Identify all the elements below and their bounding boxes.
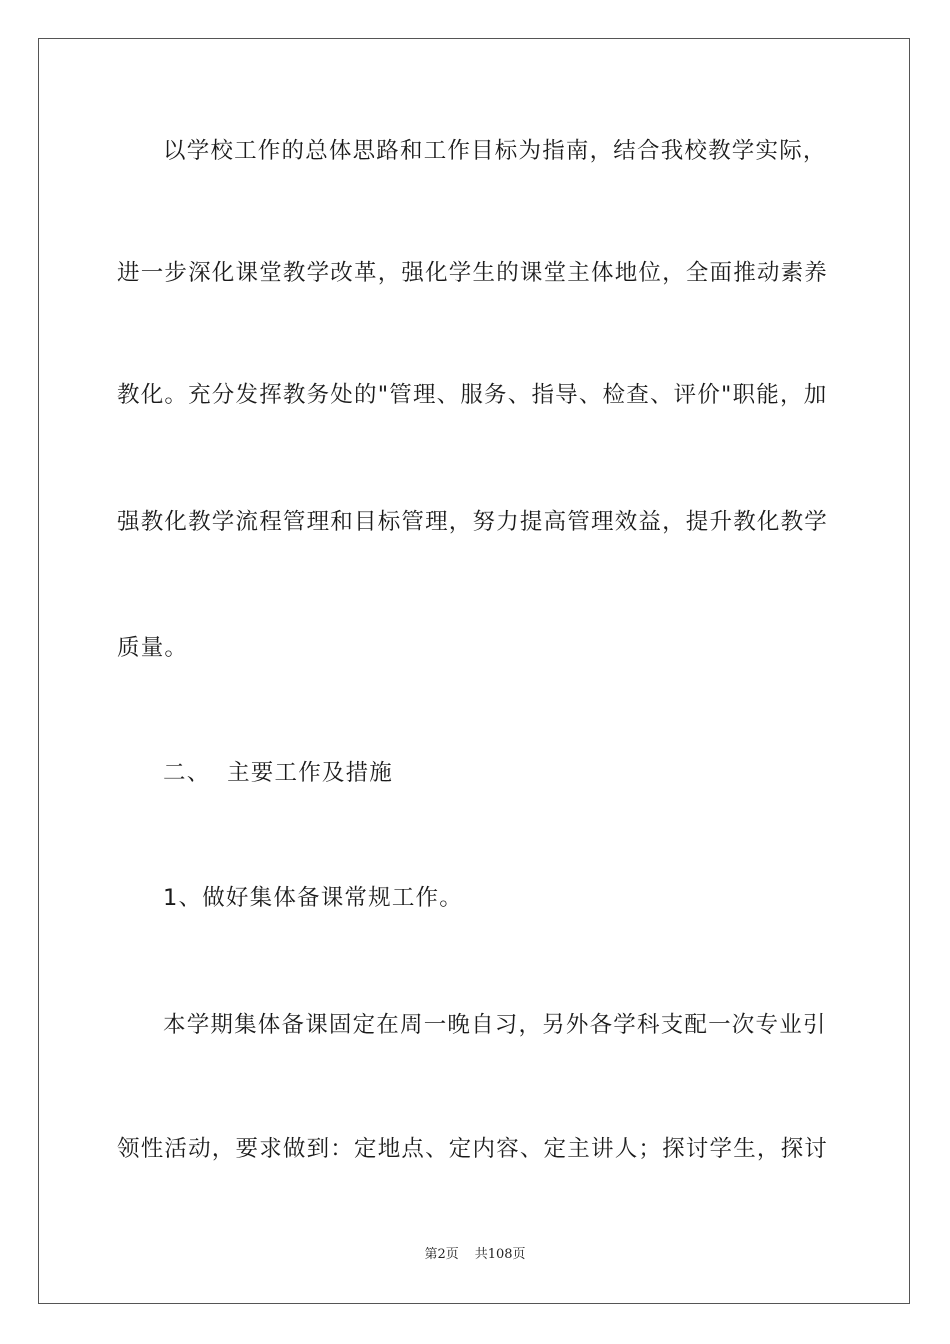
paragraph-line: 进一步深化课堂教学改革，强化学生的课堂主体地位，全面推动素养 [117,260,829,286]
section-heading: 二、 主要工作及措施 [163,760,394,786]
paragraph-line: 教化。充分发挥教务处的"管理、服务、指导、检查、评价"职能，加 [117,382,828,408]
page-border [38,38,910,1304]
paragraph-line: 强教化教学流程管理和目标管理，努力提高管理效益，提升教化教学 [117,509,829,535]
page-number-current: 第2页 [424,1247,459,1262]
paragraph-line: 本学期集体备课固定在周一晚自习，另外各学科支配一次专业引 [163,1012,827,1038]
paragraph-line: 质量。 [117,635,189,661]
list-item-heading: 1、做好集体备课常规工作。 [163,885,463,911]
page-footer [0,1246,950,1264]
page-number-total: 共108页 [474,1247,526,1262]
paragraph-line: 以学校工作的总体思路和工作目标为指南，结合我校教学实际， [163,138,827,164]
paragraph-line: 领性活动，要求做到：定地点、定内容、定主讲人；探讨学生，探讨 [117,1136,829,1162]
